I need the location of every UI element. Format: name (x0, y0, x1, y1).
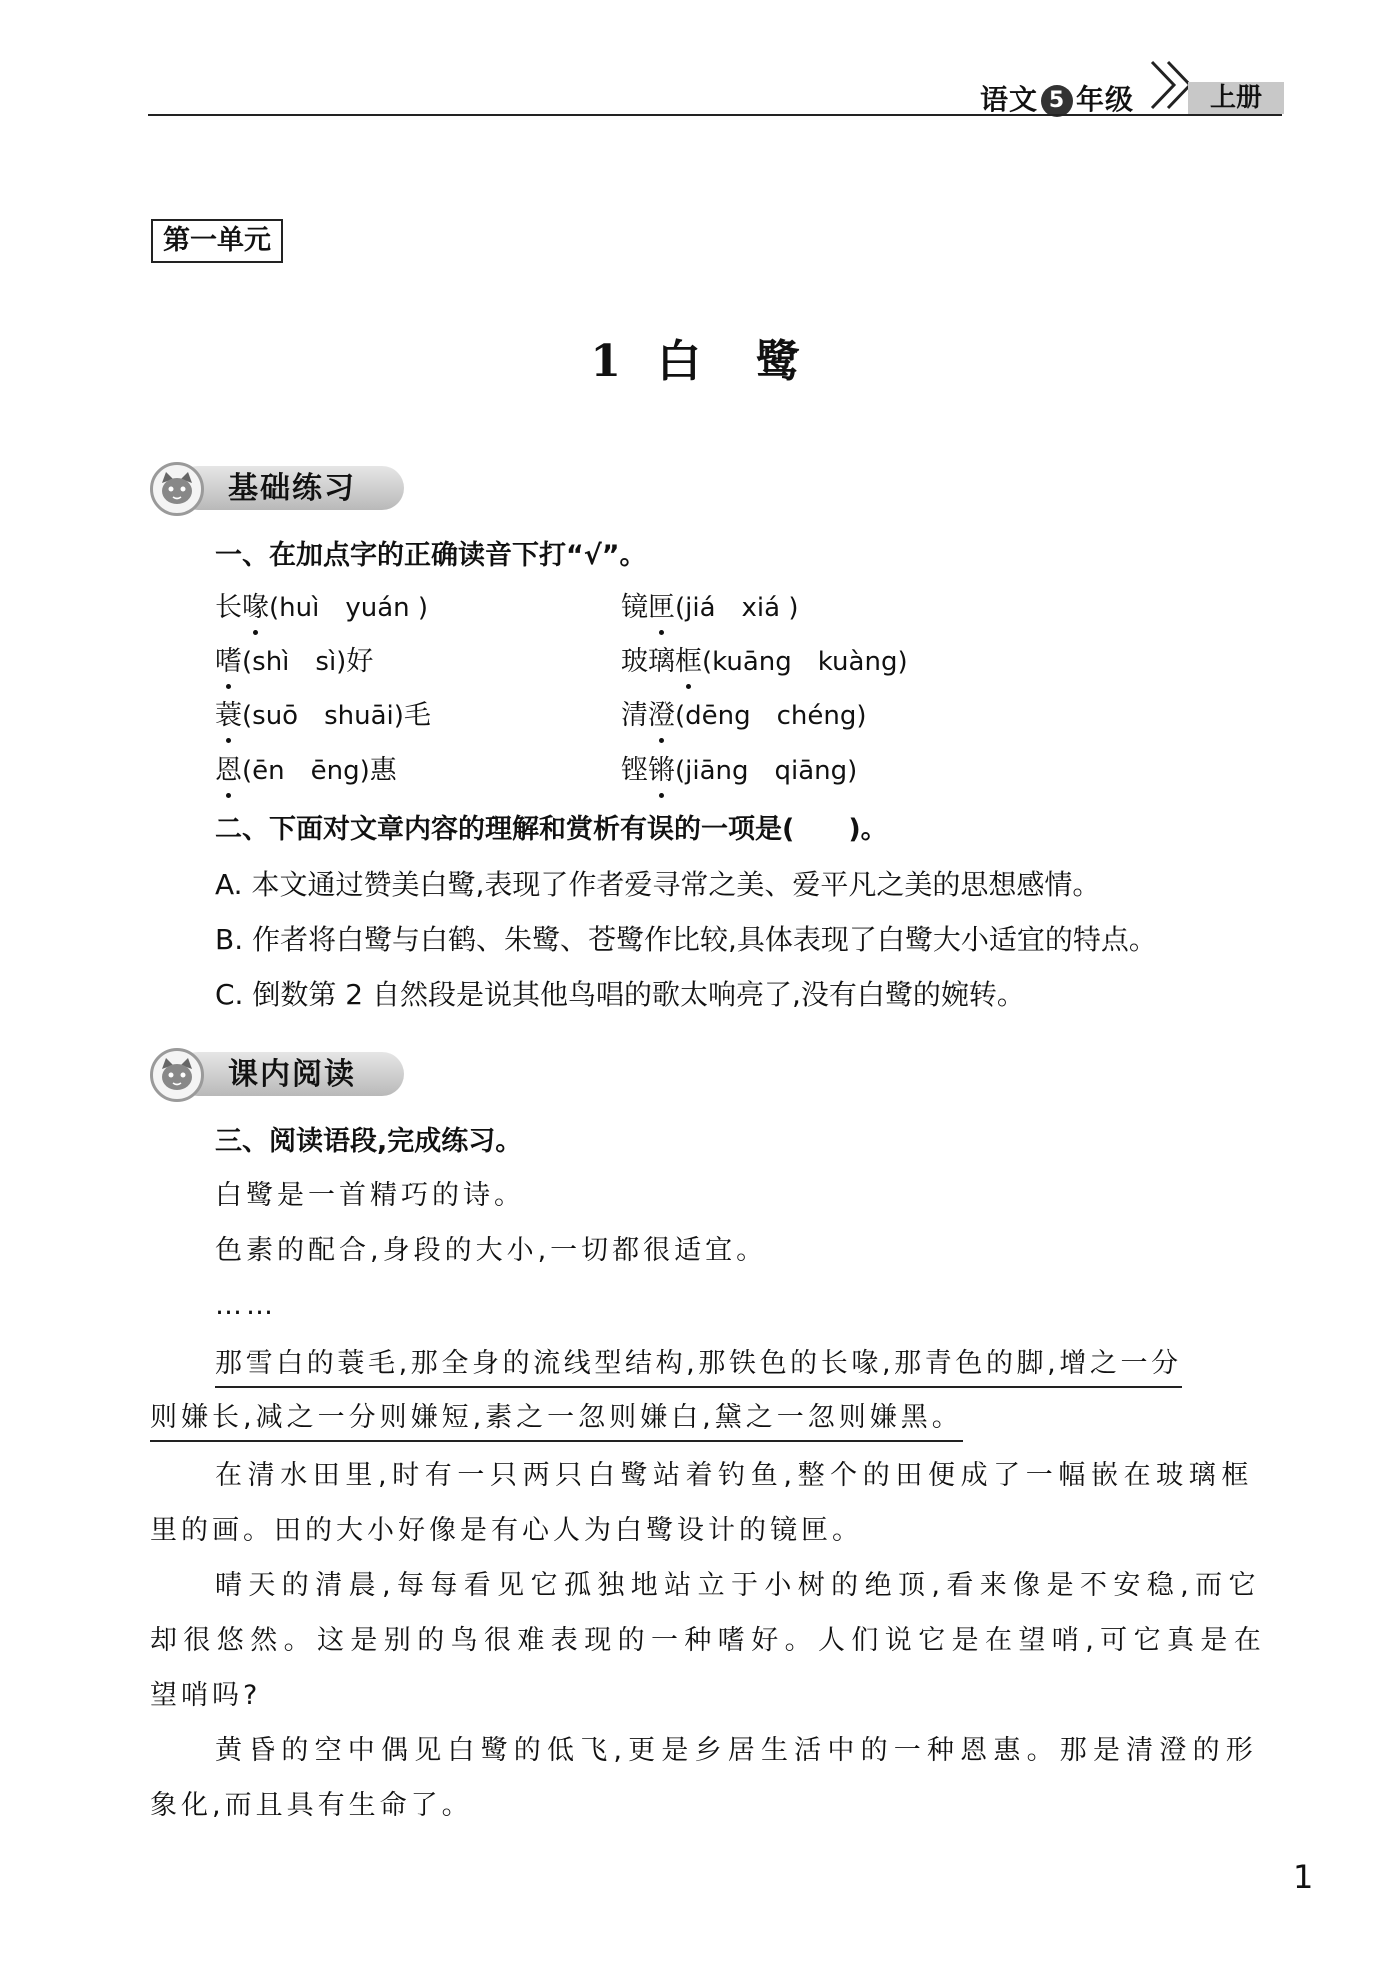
header-divider (148, 114, 1282, 116)
item-prefix: 铿 (621, 755, 648, 786)
dotted-character: 恩 (215, 753, 242, 789)
passage-ellipsis: …… (215, 1290, 277, 1321)
dotted-character: 嗜 (215, 644, 242, 680)
dotted-character: 锵 (648, 753, 675, 789)
pinyin-item (215, 590, 428, 626)
dotted-character: 框 (675, 644, 702, 680)
passage-line: 望哨吗? (150, 1680, 262, 1711)
option-a: A. 本文通过赞美白鹭,表现了作者爱寻常之美、爱平凡之美的思想感情。 (215, 868, 1101, 901)
passage-line: 却很悠然。这是别的鸟很难表现的一种嗜好。人们说它是在望哨,可它真是在 (150, 1625, 1268, 1656)
question-3-heading: 三、阅读语段,完成练习。 (215, 1126, 523, 1157)
pinyin-item (215, 698, 431, 734)
underlined-sentence: 那雪白的蓑毛,那全身的流线型结构,那铁色的长喙,那青色的脚,增之一分 (215, 1346, 1182, 1388)
question-2-heading: 二、下面对文章内容的理解和赏析有误的一项是( )。 (215, 814, 888, 845)
item-prefix: 长 (215, 592, 242, 623)
underlined-sentence: 则嫌长,减之一分则嫌短,素之一忽则嫌白,黛之一忽则嫌黑。 (150, 1400, 963, 1442)
subject-label: 语文 (980, 83, 1039, 116)
passage-line: 晴天的清晨,每每看见它孤独地站立于小树的绝顶,看来像是不安稳,而它 (215, 1570, 1262, 1601)
item-prefix: 玻璃 (621, 646, 675, 677)
dotted-character: 澄 (648, 698, 675, 734)
dotted-character: 喙 (242, 590, 269, 626)
section-banner-basic (150, 462, 410, 516)
pinyin-choices: (ēn ēng) (242, 756, 370, 786)
pinyin-item (215, 753, 397, 789)
option-b: B. 作者将白鹭与白鹤、朱鹭、苍鹭作比较,具体表现了白鹭大小适宜的特点。 (215, 923, 1157, 956)
page-number: 1 (1293, 1858, 1314, 1896)
lesson-number: 1 (590, 336, 629, 387)
cat-icon (150, 462, 204, 516)
grade-badge: 5 (1041, 85, 1073, 117)
question-1-heading: 一、在加点字的正确读音下打“√”。 (215, 540, 647, 571)
passage-line: 象化,而且具有生命了。 (150, 1790, 473, 1821)
passage-line: 里的画。田的大小好像是有心人为白鹭设计的镜匣。 (150, 1515, 863, 1546)
section-title: 基础练习 (228, 471, 356, 506)
passage-line: 白鹭是一首精巧的诗。 (215, 1180, 525, 1211)
pinyin-item (621, 644, 908, 680)
passage-line: 黄昏的空中偶见白鹭的低飞,更是乡居生活中的一种恩惠。那是清澄的形 (215, 1735, 1259, 1766)
pinyin-choices: (huì yuán ) (269, 593, 429, 623)
pinyin-choices: (kuāng kuàng) (702, 647, 908, 677)
volume-label: 上册 (1188, 82, 1284, 114)
passage-line: 色素的配合,身段的大小,一切都很适宜。 (215, 1235, 768, 1266)
pinyin-choices: (dēng chéng) (675, 701, 867, 731)
item-prefix: 镜 (621, 592, 648, 623)
pinyin-choices: (jiá xiá ) (675, 593, 799, 623)
header-subject (980, 78, 1134, 118)
pinyin-item (215, 644, 373, 680)
unit-label: 第一单元 (151, 219, 283, 263)
lesson-name: 白 鹭 (656, 336, 808, 387)
section-title: 课内阅读 (228, 1057, 356, 1092)
dotted-character: 匣 (648, 590, 675, 626)
cat-icon (150, 1048, 204, 1102)
section-banner-reading (150, 1048, 410, 1102)
passage-line: 在清水田里,时有一只两只白鹭站着钓鱼,整个的田便成了一幅嵌在玻璃框 (215, 1460, 1254, 1491)
pinyin-choices: (suō shuāi) (242, 701, 404, 731)
pinyin-item (621, 590, 798, 626)
option-c: C. 倒数第 2 自然段是说其他鸟唱的歌太响亮了,没有白鹭的婉转。 (215, 978, 1025, 1011)
item-prefix: 清 (621, 700, 648, 731)
dotted-character: 蓑 (215, 698, 242, 734)
grade-suffix: 年级 (1076, 83, 1135, 116)
pinyin-choices: (jiāng qiāng) (675, 756, 858, 786)
item-suffix: 好 (346, 646, 374, 677)
pinyin-item (621, 698, 867, 734)
pinyin-item (621, 753, 857, 789)
item-suffix: 毛 (403, 700, 431, 731)
lesson-title (0, 325, 1398, 389)
pinyin-choices: (shì sì) (242, 647, 347, 677)
item-suffix: 惠 (369, 755, 397, 786)
